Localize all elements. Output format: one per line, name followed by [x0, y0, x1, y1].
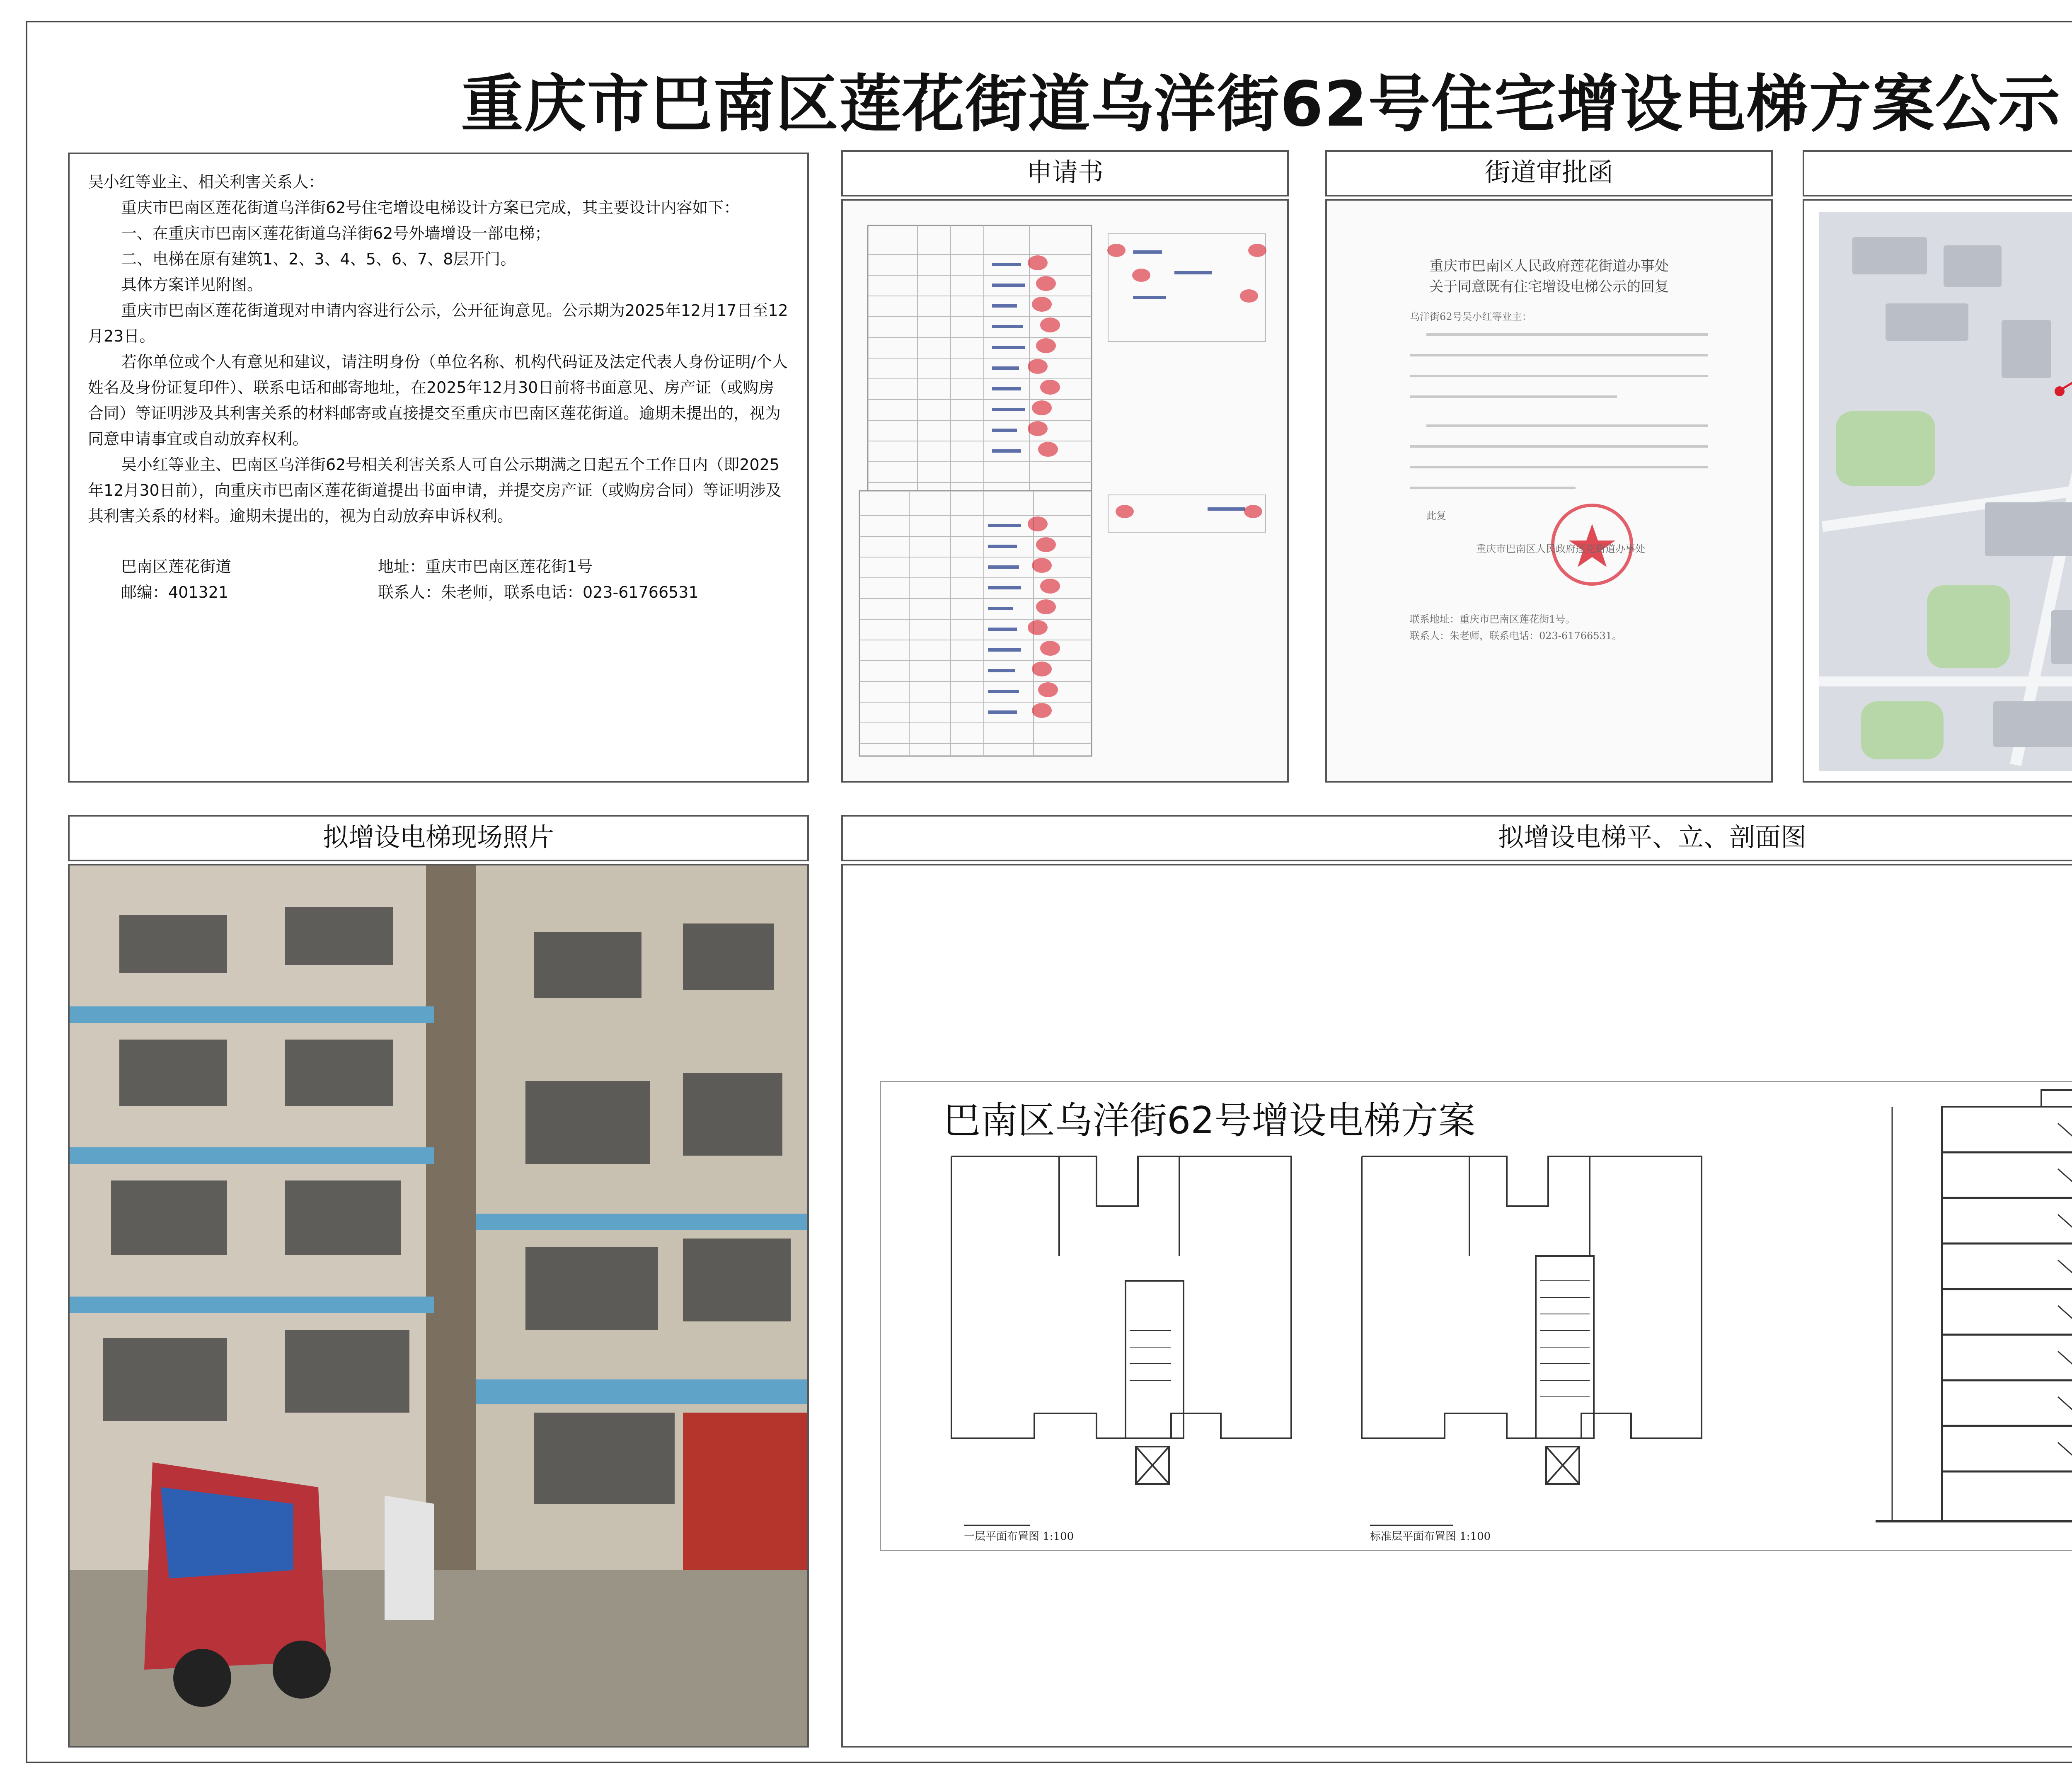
caption-ground-floor: 一层平面布置图 1:100 — [964, 1530, 1074, 1543]
notice-salutation: 吴小红等业主、相关利害关系人： — [88, 173, 324, 191]
caption-standard-floor: 标准层平面布置图 1:100 — [1370, 1530, 1491, 1543]
location-pin-icon — [2055, 386, 2065, 396]
map-pointer — [1819, 212, 2072, 771]
notice-postcode: 邮编：401321 — [121, 583, 229, 601]
application-header: 申请书 — [841, 150, 1289, 196]
notice-item2: 二、电梯在原有建筑1、2、3、4、5、6、7、8层开门。 — [121, 250, 516, 268]
approval-sign: 重庆市巴南区人民政府莲花街道办事处 — [1476, 543, 1645, 555]
site-photo — [68, 864, 809, 1748]
notice-para1: 重庆市巴南区莲花街道乌洋街62号住宅增设电梯设计方案已完成，其主要设计内容如下： — [121, 199, 740, 217]
notice-contact: 联系人：朱老师，联系电话：023-61766531 — [378, 583, 699, 601]
approval-contact-address: 联系地址：重庆市巴南区莲花街1号。 — [1410, 613, 1576, 625]
photo-header: 拟增设电梯现场照片 — [68, 815, 809, 861]
application-document — [841, 199, 1289, 783]
location-panel — [1803, 199, 2072, 783]
approval-closing: 此复 — [1426, 510, 1446, 521]
site-photo-image — [70, 865, 807, 1746]
notice-footer-row1 — [88, 554, 789, 579]
notice-panel — [68, 153, 809, 783]
application-form-image — [843, 201, 1287, 781]
approval-contact-person: 联系人：朱老师，联系电话：023-61766531。 — [1410, 630, 1622, 642]
notice-para2: 重庆市巴南区莲花街道现对申请内容进行公示，公开征询意见。公示期为2025年12月17日至12月23日。 — [88, 301, 788, 345]
approval-document — [1325, 199, 1773, 783]
notice-footer-row2 — [88, 579, 789, 605]
drawing-sheet — [880, 1081, 2072, 1551]
drawing-lines — [881, 1082, 2072, 1550]
notice-item3: 具体方案详见附图。 — [121, 276, 263, 294]
page-title: 重庆市巴南区莲花街道乌洋街62号住宅增设电梯方案公示 — [461, 68, 2061, 141]
approval-title-line1: 重庆市巴南区人民政府莲花街道办事处 — [1429, 258, 1669, 274]
notice-para3: 若你单位或个人有意见和建议，请注明身份（单位名称、机构代码证及法定代表人身份证明/个人姓名及身份证复印件）、联系电话和邮寄地址，在2025年12月30日前将书面意见、房产证（或购房合同）等证明涉及其利害关系的材料邮寄或直接提交至重庆市巴南区莲花街道。逾期未提出的，视为同意申请事宜或自动放弃权利。 — [88, 353, 788, 448]
notice-org: 巴南区莲花街道 — [121, 558, 232, 576]
approval-greeting: 乌洋街62号吴小红等业主： — [1410, 311, 1532, 322]
location-map — [1819, 212, 2072, 771]
drawing-title: 巴南区乌洋街62号增设电梯方案 — [943, 1099, 1476, 1142]
drawings-panel — [841, 864, 2072, 1748]
notice-item1: 一、在重庆市巴南区莲花街道乌洋街62号外墙增设一部电梯； — [121, 224, 551, 242]
drawings-header: 拟增设电梯平、立、剖面图 — [841, 815, 2072, 861]
approval-title-line2: 关于同意既有住宅增设电梯公示的回复 — [1429, 279, 1669, 295]
location-header — [1803, 150, 2072, 196]
notice-address: 地址：重庆市巴南区莲花街1号 — [378, 558, 593, 576]
notice-para4: 吴小红等业主、巴南区乌洋街62号相关利害关系人可自公示期满之日起五个工作日内（即2025年12月30日前），向重庆市巴南区莲花街道提出书面申请，并提交房产证（或购房合同）等证明涉及其利害关系的材料。逾期未提出的，视为自动放弃申诉权利。 — [88, 456, 782, 525]
approval-header: 街道审批函 — [1325, 150, 1773, 196]
